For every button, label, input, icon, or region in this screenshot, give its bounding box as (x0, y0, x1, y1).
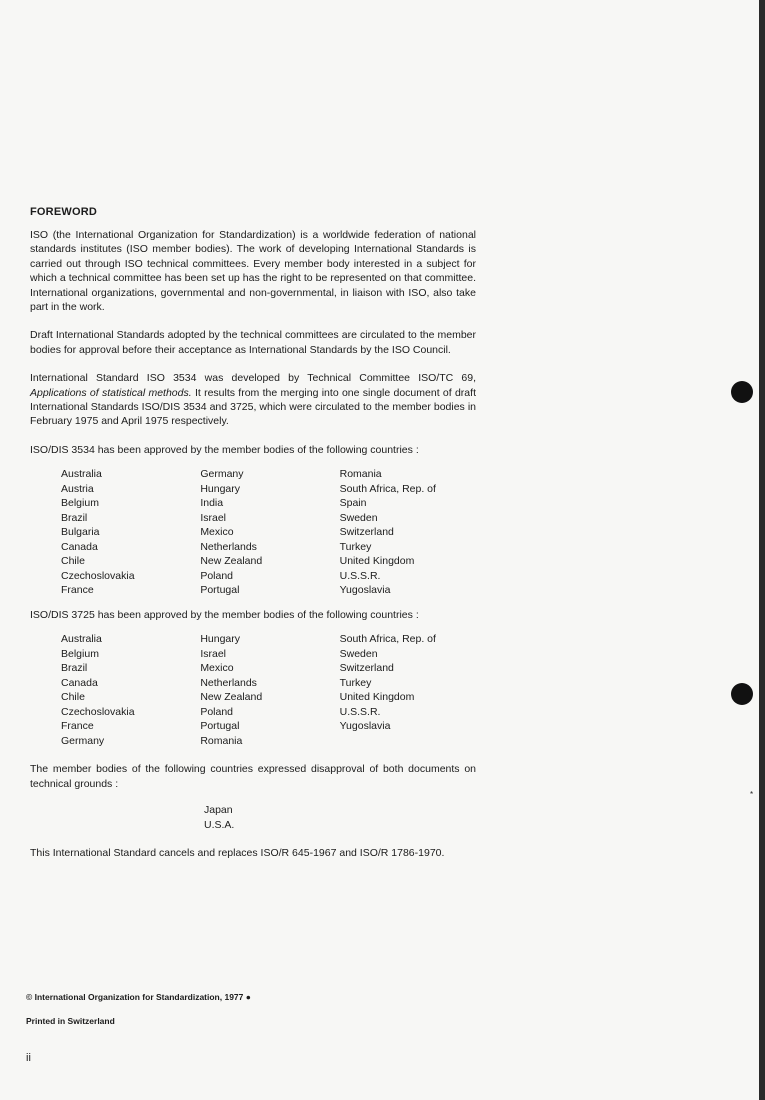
country: Germany (200, 468, 244, 481)
country: Romania (200, 734, 243, 747)
dis3534-intro: ISO/DIS 3534 has been approved by the member bodies of the following countries : (30, 443, 419, 456)
country: Czechoslovakia (61, 569, 135, 582)
country: Chile (61, 555, 85, 568)
para3-tail: It results from the merging into one single document of draft International Standards ISO/DIS 3534 and 3725, which were circulated to the member bodies in February 1975 and April 1975 respectively. (30, 386, 476, 428)
country: Belgium (61, 497, 99, 510)
country: U.S.S.R. (339, 705, 381, 718)
country: India (200, 497, 224, 510)
country: Portugal (200, 584, 240, 597)
country: Romania (339, 468, 382, 481)
foreword-heading: FOREWORD (30, 206, 97, 218)
country: Czechoslovakia (61, 705, 135, 718)
printed-in-line: Printed in Switzerland (26, 1016, 115, 1026)
country: Australia (61, 633, 102, 646)
dis3725-intro: ISO/DIS 3725 has been approved by the member bodies of the following countries : (30, 608, 419, 621)
country: Switzerland (339, 526, 394, 539)
foreword-paragraph-1: ISO (the International Organization for Standardization) is a worldwide federation of national standards institutes (ISO member bodies). The work of developing International Standards is carried out through ISO technical committees. Every member body interested in a subject for which a technical committee has been set up has the right to be represented on that committee. International organizations, governmental and non-governmental, in liaison with ISO, also take part in the work. (30, 229, 476, 314)
country: Portugal (200, 720, 240, 733)
page-edge (759, 0, 765, 1100)
dis3725-col-2 (200, 632, 339, 748)
dis3534-country-list (61, 467, 476, 598)
country: Brazil (61, 662, 88, 675)
country: Belgium (61, 647, 99, 660)
country: Yugoslavia (339, 720, 391, 733)
country: Canada (61, 540, 98, 553)
disapproval-intro: The member bodies of the following countries expressed disapproval of both documents on technical grounds : (30, 763, 476, 790)
country: United Kingdom (339, 555, 415, 568)
country: Turkey (339, 540, 372, 553)
country: Yugoslavia (339, 584, 391, 597)
country: South Africa, Rep. of (339, 482, 436, 495)
country: Turkey (339, 676, 372, 689)
dis3725-col-1 (61, 632, 200, 748)
country: U.S.A. (204, 818, 235, 831)
copyright-line: © International Organization for Standardization, 1977 ● (26, 992, 251, 1002)
country: Poland (200, 705, 234, 718)
foreword-paragraph-2: Draft International Standards adopted by the technical committees are circulated to the member bodies for approval before their acceptance as International Standards by the ISO Council. (30, 329, 476, 356)
country: Spain (339, 497, 367, 510)
dis3725-col-3 (340, 632, 476, 748)
country: Sweden (339, 647, 378, 660)
country: South Africa, Rep. of (339, 633, 436, 646)
country: Mexico (200, 526, 234, 539)
country: Chile (61, 691, 85, 704)
country: New Zealand (200, 555, 263, 568)
dis3725-country-list (61, 632, 476, 748)
country: France (61, 720, 94, 733)
country: Hungary (200, 633, 241, 646)
disapproval-country-list (204, 803, 476, 832)
country: Israel (200, 647, 226, 660)
country: Sweden (339, 511, 378, 524)
committee-title: Applications of statistical methods. (30, 386, 192, 399)
punch-hole-upper (731, 381, 753, 403)
country: Netherlands (200, 540, 257, 553)
country: New Zealand (200, 691, 263, 704)
country: Germany (61, 734, 105, 747)
country: France (61, 584, 94, 597)
country: Netherlands (200, 676, 257, 689)
country: Israel (200, 511, 226, 524)
para3-lead: International Standard ISO 3534 was developed by Technical Committee ISO/TC 69, (30, 372, 476, 385)
dis3534-col-1 (61, 467, 200, 598)
country: United Kingdom (339, 691, 415, 704)
country: Canada (61, 676, 98, 689)
page-number: ii (26, 1052, 31, 1064)
dis3534-col-2 (200, 467, 339, 598)
foreword-paragraph-3 (30, 371, 476, 429)
cancels-statement: This International Standard cancels and replaces ISO/R 645-1967 and ISO/R 1786-1970. (30, 847, 445, 859)
dis3534-col-3 (340, 467, 476, 598)
country: Japan (204, 804, 233, 816)
country: Mexico (200, 662, 234, 675)
country: Bulgaria (61, 526, 100, 539)
stray-mark: * (750, 790, 754, 799)
country: Brazil (61, 511, 88, 524)
foreword-section (30, 206, 476, 860)
country: Hungary (200, 482, 241, 495)
country: Austria (61, 482, 94, 495)
country: Australia (61, 468, 102, 481)
country: Poland (200, 569, 234, 582)
country: Switzerland (339, 662, 394, 675)
country: U.S.S.R. (339, 569, 381, 582)
punch-hole-lower (731, 683, 753, 705)
